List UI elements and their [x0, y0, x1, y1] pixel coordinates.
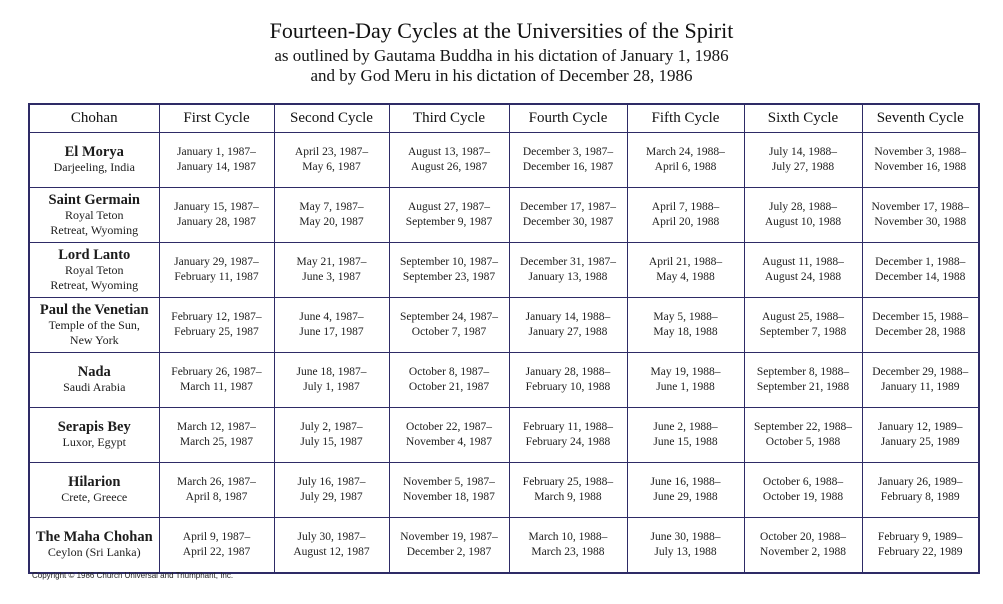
cycle-start-date: June 30, 1988–: [650, 530, 721, 543]
cycle-start-date: September 8, 1988–: [756, 366, 850, 378]
cycle-start-date: April 7, 1988–: [651, 201, 720, 213]
fifth-cycle-cell: [627, 518, 744, 573]
cycle-end-date: January 13, 1988: [528, 271, 608, 283]
column-header-sixth-cycle: Sixth Cycle: [744, 104, 862, 133]
chohan-cell: [29, 408, 159, 463]
chohan-name: Lord Lanto: [58, 246, 131, 263]
cycle-start-date: October 8, 1987–: [408, 366, 490, 378]
cycle-end-date: October 7, 1987: [411, 326, 487, 338]
fourth-cycle-cell: [509, 298, 627, 353]
first-cycle-cell: [159, 243, 274, 298]
first-cycle-cell: [159, 188, 274, 243]
cycle-start-date: July 28, 1988–: [768, 201, 838, 213]
cycle-start-date: June 2, 1988–: [653, 421, 718, 433]
cycle-start-date: October 20, 1988–: [760, 530, 846, 543]
chohan-cell: [29, 298, 159, 353]
column-header-fourth-cycle: Fourth Cycle: [509, 104, 627, 133]
cycle-end-date: November 16, 1988: [874, 161, 967, 173]
chohan-name: Paul the Venetian: [39, 301, 149, 318]
cycle-start-date: August 13, 1987–: [407, 146, 491, 158]
chohan-name: El Morya: [64, 144, 124, 160]
cycle-end-date: June 1, 1988: [656, 381, 715, 393]
fifth-cycle-cell: [627, 133, 744, 188]
cycle-start-date: September 22, 1988–: [753, 421, 853, 433]
cycle-end-date: July 29, 1987: [300, 491, 363, 503]
cycle-end-date: December 30, 1987: [522, 216, 614, 228]
chohan-name: Serapis Bey: [57, 419, 131, 435]
cycle-end-date: May 18, 1988: [653, 326, 718, 338]
chohan-location: Ceylon (Sri Lanka): [47, 544, 141, 559]
cycle-start-date: September 10, 1987–: [399, 256, 499, 268]
seventh-cycle-cell: [862, 243, 979, 298]
cycle-start-date: February 11, 1988–: [523, 421, 613, 433]
cycle-end-date: June 3, 1987: [302, 271, 361, 283]
page-title: Fourteen-Day Cycles at the Universities of the Spirit: [269, 18, 734, 43]
third-cycle-cell: [389, 243, 509, 298]
sixth-cycle-cell: [744, 243, 862, 298]
cycle-start-date: April 21, 1988–: [648, 256, 723, 268]
cycle-start-date: November 19, 1987–: [400, 530, 498, 543]
sixth-cycle-cell: [744, 298, 862, 353]
table-row: [29, 353, 979, 408]
cycle-end-date: May 4, 1988: [656, 271, 715, 283]
fifth-cycle-cell: [627, 298, 744, 353]
cycle-end-date: May 20, 1987: [299, 216, 364, 228]
second-cycle-cell: [274, 518, 389, 573]
cycle-end-date: November 2, 1988: [760, 545, 846, 558]
fifth-cycle-cell: [627, 408, 744, 463]
cycle-start-date: June 4, 1987–: [299, 311, 364, 323]
chohan-cell: [29, 133, 159, 188]
column-header-seventh-cycle: Seventh Cycle: [862, 104, 979, 133]
subtitle-line-1: as outlined by Gautama Buddha in his dictation of January 1, 1986: [274, 46, 729, 65]
cycle-start-date: February 25, 1988–: [522, 476, 614, 488]
first-cycle-cell: [159, 463, 274, 518]
sixth-cycle-cell: [744, 408, 862, 463]
third-cycle-cell: [389, 133, 509, 188]
fourth-cycle-cell: [509, 353, 627, 408]
seventh-cycle-cell: [862, 463, 979, 518]
seventh-cycle-cell: [862, 133, 979, 188]
cycle-end-date: September 9, 1987: [405, 216, 493, 228]
cycle-start-date: August 11, 1988–: [762, 256, 844, 268]
fourth-cycle-cell: [509, 243, 627, 298]
cycle-end-date: April 20, 1988: [651, 216, 720, 228]
chohan-name: The Maha Chohan: [35, 528, 153, 545]
cycle-start-date: December 15, 1988–: [872, 311, 969, 323]
table-body: [29, 133, 979, 573]
sixth-cycle-cell: [744, 518, 862, 573]
cycle-start-date: January 28, 1988–: [525, 366, 611, 378]
cycle-start-date: November 3, 1988–: [874, 146, 967, 158]
cycle-end-date: July 15, 1987: [300, 436, 363, 448]
cycle-end-date: December 2, 1987: [406, 545, 492, 558]
chohan-cell: [29, 353, 159, 408]
table-row: [29, 188, 979, 243]
cycle-end-date: January 27, 1988: [528, 326, 608, 338]
cycle-end-date: July 27, 1988: [771, 161, 835, 173]
cycle-end-date: July 1, 1987: [303, 381, 360, 393]
cycle-start-date: December 3, 1987–: [522, 146, 614, 158]
cycle-start-date: December 1, 1988–: [875, 256, 966, 268]
second-cycle-cell: [274, 188, 389, 243]
cycle-start-date: July 30, 1987–: [297, 530, 366, 543]
cycle-end-date: January 25, 1989: [880, 436, 960, 448]
table-row: [29, 298, 979, 353]
fourth-cycle-cell: [509, 518, 627, 573]
chohan-cell: [29, 463, 159, 518]
cycle-start-date: January 1, 1987–: [177, 146, 256, 158]
cycle-end-date: March 23, 1988: [531, 545, 605, 558]
cycle-end-date: March 9, 1988: [534, 491, 602, 503]
seventh-cycle-cell: [862, 353, 979, 408]
cycle-start-date: April 9, 1987–: [182, 530, 251, 543]
table-row: [29, 133, 979, 188]
table-row: [29, 243, 979, 298]
cycle-end-date: July 13, 1988: [654, 545, 717, 558]
cycle-start-date: January 26, 1989–: [877, 476, 963, 488]
cycle-start-date: September 24, 1987–: [399, 311, 499, 323]
table-row: [29, 518, 979, 573]
cycle-end-date: September 7, 1988: [759, 326, 847, 338]
fourth-cycle-cell: [509, 463, 627, 518]
cycle-end-date: November 4, 1987: [406, 436, 492, 448]
cycle-start-date: April 23, 1987–: [294, 146, 369, 158]
first-cycle-cell: [159, 408, 274, 463]
seventh-cycle-cell: [862, 188, 979, 243]
chohan-location: Crete, Greece: [61, 490, 128, 504]
table-row: [29, 408, 979, 463]
cycle-start-date: November 17, 1988–: [871, 201, 969, 213]
cycle-end-date: March 11, 1987: [180, 381, 253, 393]
cycle-end-date: March 25, 1987: [179, 436, 254, 448]
cycle-start-date: March 12, 1987–: [177, 421, 256, 433]
cycle-end-date: August 24, 1988: [764, 271, 842, 283]
cycle-end-date: November 18, 1987: [403, 491, 495, 503]
first-cycle-cell: [159, 133, 274, 188]
chohan-cell: [29, 188, 159, 243]
cycle-start-date: January 12, 1989–: [877, 421, 963, 433]
first-cycle-cell: [159, 518, 274, 573]
cycle-end-date: December 28, 1988: [875, 326, 966, 338]
column-header-third-cycle: Third Cycle: [389, 104, 509, 133]
cycle-start-date: August 27, 1987–: [407, 201, 491, 213]
fifth-cycle-cell: [627, 463, 744, 518]
header-row: [29, 104, 979, 133]
sixth-cycle-cell: [744, 463, 862, 518]
cycle-start-date: May 19, 1988–: [650, 366, 721, 378]
copyright-notice: Copyright © 1986 Church Universal and Triumphant, Inc.: [32, 571, 234, 580]
cycle-start-date: July 2, 1987–: [300, 421, 363, 433]
chohan-location: New York: [69, 332, 119, 347]
cycle-end-date: April 8, 1987: [185, 491, 248, 503]
cycle-end-date: June 29, 1988: [653, 491, 718, 503]
table-row: [29, 463, 979, 518]
seventh-cycle-cell: [862, 408, 979, 463]
cycle-start-date: May 21, 1987–: [296, 256, 367, 268]
cycle-end-date: January 11, 1989: [881, 381, 960, 393]
chohan-location: Saudi Arabia: [63, 380, 126, 394]
fifth-cycle-cell: [627, 188, 744, 243]
cycle-start-date: July 16, 1987–: [297, 476, 366, 488]
cycle-start-date: February 26, 1987–: [171, 366, 262, 378]
cycle-end-date: October 21, 1987: [408, 381, 490, 393]
cycle-start-date: June 16, 1988–: [650, 476, 721, 488]
second-cycle-cell: [274, 463, 389, 518]
column-header-fifth-cycle: Fifth Cycle: [627, 104, 744, 133]
fourth-cycle-cell: [509, 133, 627, 188]
cycle-start-date: October 22, 1987–: [406, 421, 492, 433]
sixth-cycle-cell: [744, 188, 862, 243]
chohan-name: Saint Germain: [48, 191, 140, 208]
cycle-end-date: February 10, 1988: [525, 381, 611, 393]
cycle-start-date: May 7, 1987–: [299, 201, 364, 213]
cycle-end-date: April 22, 1987: [182, 545, 251, 558]
cycle-end-date: November 30, 1988: [874, 216, 967, 228]
column-header-chohan: Chohan: [29, 104, 159, 133]
chohan-name: Hilarion: [68, 474, 121, 490]
cycle-start-date: August 25, 1988–: [761, 311, 845, 323]
second-cycle-cell: [274, 298, 389, 353]
cycle-end-date: February 24, 1988: [525, 436, 611, 448]
sixth-cycle-cell: [744, 133, 862, 188]
column-header-second-cycle: Second Cycle: [274, 104, 389, 133]
third-cycle-cell: [389, 353, 509, 408]
cycle-end-date: August 12, 1987: [293, 545, 370, 558]
cycle-end-date: October 19, 1988: [762, 491, 844, 503]
third-cycle-cell: [389, 408, 509, 463]
chohan-location: Retreat, Wyoming: [50, 277, 139, 292]
chohan-location: Royal Teton: [64, 207, 124, 222]
chohan-cell: [29, 518, 159, 573]
cycle-end-date: August 10, 1988: [764, 216, 842, 228]
cycle-end-date: June 15, 1988: [653, 436, 718, 448]
cycle-start-date: February 9, 1989–: [877, 530, 963, 543]
cycle-start-date: March 24, 1988–: [646, 146, 725, 158]
cycle-end-date: February 8, 1989: [880, 491, 960, 503]
third-cycle-cell: [389, 298, 509, 353]
first-cycle-cell: [159, 298, 274, 353]
cycle-start-date: January 15, 1987–: [174, 201, 259, 213]
cycle-start-date: March 26, 1987–: [177, 476, 256, 488]
cycle-end-date: September 21, 1988: [756, 381, 850, 393]
third-cycle-cell: [389, 518, 509, 573]
second-cycle-cell: [274, 353, 389, 408]
cycle-end-date: October 5, 1988: [765, 436, 841, 448]
fourth-cycle-cell: [509, 188, 627, 243]
chohan-location: Royal Teton: [64, 262, 124, 277]
cycle-start-date: January 14, 1988–: [525, 311, 611, 323]
cycle-end-date: June 17, 1987: [299, 326, 364, 338]
fifth-cycle-cell: [627, 353, 744, 408]
second-cycle-cell: [274, 408, 389, 463]
cycle-end-date: April 6, 1988: [654, 161, 717, 173]
subtitle-line-2: and by God Meru in his dictation of December 28, 1986: [310, 66, 693, 85]
third-cycle-cell: [389, 188, 509, 243]
cycle-end-date: August 26, 1987: [410, 161, 488, 173]
cycle-start-date: December 17, 1987–: [519, 201, 617, 213]
fourth-cycle-cell: [509, 408, 627, 463]
cycle-start-date: October 6, 1988–: [762, 476, 844, 488]
fifth-cycle-cell: [627, 243, 744, 298]
chohan-location: Darjeeling, India: [53, 160, 135, 174]
cycle-start-date: July 14, 1988–: [768, 146, 838, 158]
cycle-start-date: December 31, 1987–: [519, 256, 617, 268]
chohan-cell: [29, 243, 159, 298]
third-cycle-cell: [389, 463, 509, 518]
cycle-end-date: January 28, 1987: [177, 216, 256, 228]
seventh-cycle-cell: [862, 298, 979, 353]
chohan-name: Nada: [77, 364, 111, 380]
cycles-table: [28, 103, 980, 574]
cycle-start-date: February 12, 1987–: [171, 311, 262, 323]
cycle-start-date: November 5, 1987–: [403, 476, 495, 488]
cycle-start-date: December 29, 1988–: [872, 366, 969, 378]
second-cycle-cell: [274, 133, 389, 188]
cycle-start-date: May 5, 1988–: [653, 311, 718, 323]
cycle-start-date: June 18, 1987–: [296, 366, 367, 378]
cycle-end-date: May 6, 1987: [302, 161, 361, 173]
cycle-start-date: March 10, 1988–: [528, 530, 608, 543]
cycle-end-date: February 22, 1989: [877, 545, 963, 558]
second-cycle-cell: [274, 243, 389, 298]
chohan-location: Luxor, Egypt: [62, 435, 126, 449]
chohan-location: Temple of the Sun,: [48, 317, 140, 332]
cycle-end-date: September 23, 1987: [402, 271, 496, 283]
cycle-end-date: December 14, 1988: [875, 271, 966, 283]
chohan-location: Retreat, Wyoming: [50, 222, 139, 237]
first-cycle-cell: [159, 353, 274, 408]
sixth-cycle-cell: [744, 353, 862, 408]
cycle-start-date: January 29, 1987–: [174, 256, 259, 268]
cycle-end-date: December 16, 1987: [522, 161, 614, 173]
cycle-end-date: January 14, 1987: [177, 161, 256, 173]
seventh-cycle-cell: [862, 518, 979, 573]
column-header-first-cycle: First Cycle: [159, 104, 274, 133]
cycle-end-date: February 25, 1987: [174, 326, 259, 338]
cycle-end-date: February 11, 1987: [174, 271, 259, 283]
